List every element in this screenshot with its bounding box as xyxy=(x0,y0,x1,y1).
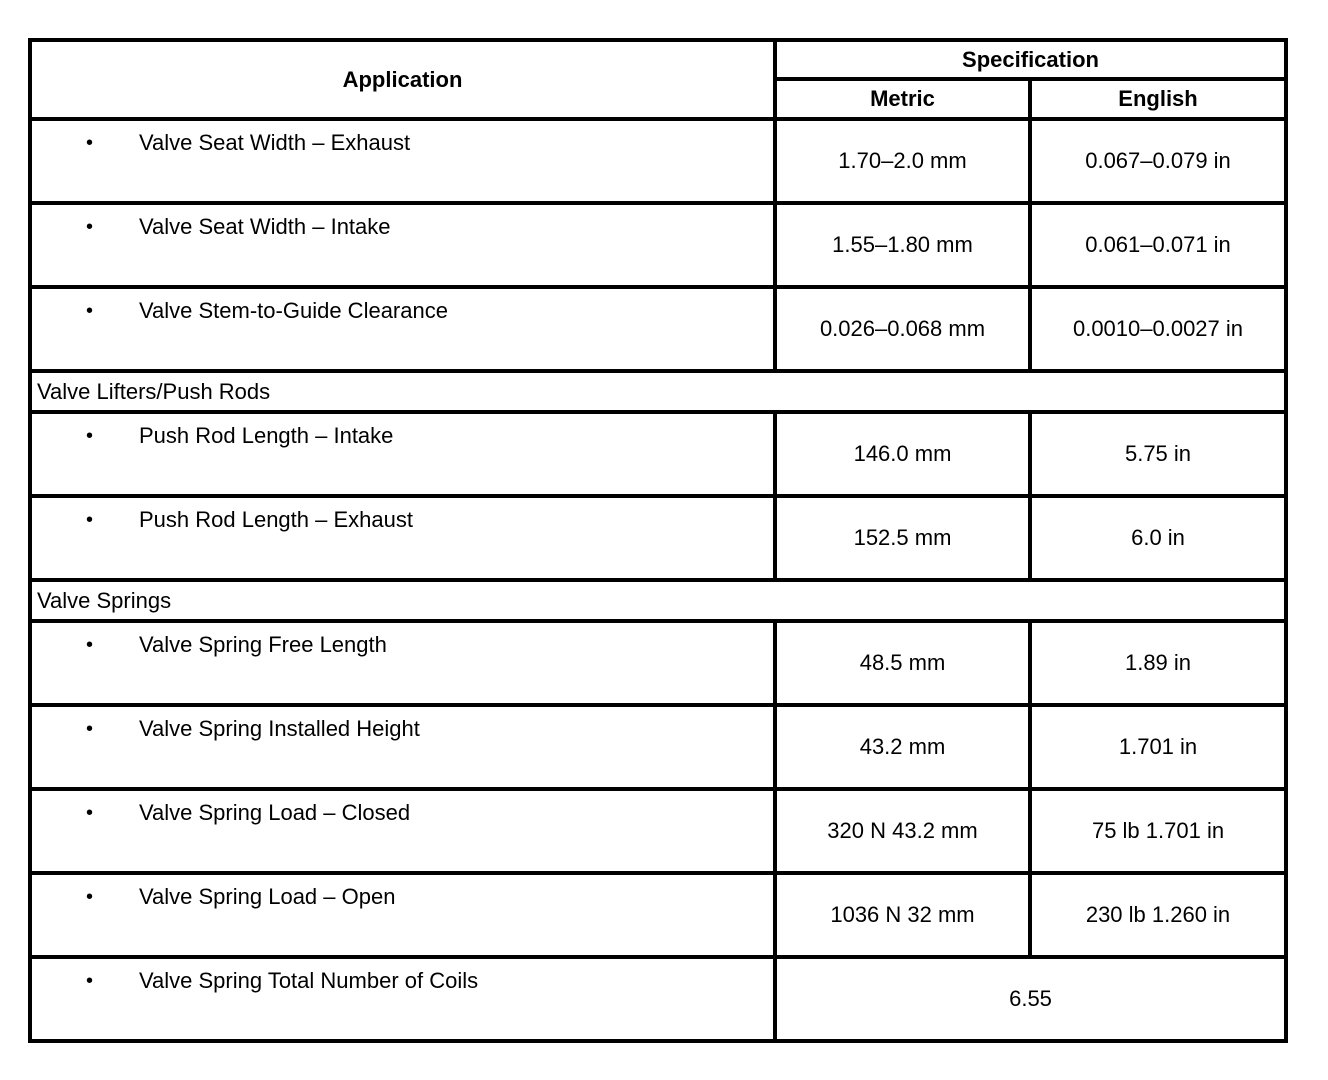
application-line xyxy=(32,289,773,324)
bullet-icon: • xyxy=(86,132,94,154)
application-cell xyxy=(30,412,775,496)
table-row xyxy=(30,412,1286,496)
header-metric: Metric xyxy=(775,79,1030,119)
bullet-icon: • xyxy=(86,802,94,824)
application-line xyxy=(32,623,773,658)
english-value: 1.89 in xyxy=(1030,621,1286,705)
bullet-icon: • xyxy=(86,509,94,531)
section-heading: Valve Springs xyxy=(30,580,1286,621)
english-value: 0.061–0.071 in xyxy=(1030,203,1286,287)
application-line xyxy=(32,498,773,533)
bullet-icon: • xyxy=(86,300,94,322)
english-value: 230 lb 1.260 in xyxy=(1030,873,1286,957)
metric-value: 1.70–2.0 mm xyxy=(775,119,1030,203)
metric-value: 146.0 mm xyxy=(775,412,1030,496)
application-label: Valve Spring Free Length xyxy=(139,632,387,657)
application-label: Valve Stem-to-Guide Clearance xyxy=(139,298,448,323)
metric-value: 1.55–1.80 mm xyxy=(775,203,1030,287)
table-row xyxy=(30,119,1286,203)
table-row xyxy=(30,287,1286,371)
english-value: 0.0010–0.0027 in xyxy=(1030,287,1286,371)
header-specification: Specification xyxy=(775,40,1286,79)
bullet-icon: • xyxy=(86,718,94,740)
application-line xyxy=(32,791,773,826)
table-row xyxy=(30,789,1286,873)
english-value: 1.701 in xyxy=(1030,705,1286,789)
application-cell xyxy=(30,705,775,789)
application-line xyxy=(32,205,773,240)
table-row xyxy=(30,957,1286,1041)
metric-value: 43.2 mm xyxy=(775,705,1030,789)
application-line xyxy=(32,707,773,742)
english-value: 0.067–0.079 in xyxy=(1030,119,1286,203)
bullet-icon: • xyxy=(86,216,94,238)
application-line xyxy=(32,959,773,994)
application-cell xyxy=(30,119,775,203)
english-value: 5.75 in xyxy=(1030,412,1286,496)
bullet-icon: • xyxy=(86,425,94,447)
english-value: 75 lb 1.701 in xyxy=(1030,789,1286,873)
header-english: English xyxy=(1030,79,1286,119)
application-label: Push Rod Length – Exhaust xyxy=(139,507,413,532)
application-cell xyxy=(30,873,775,957)
combined-value: 6.55 xyxy=(775,957,1286,1041)
table-row xyxy=(30,873,1286,957)
application-label: Valve Spring Load – Open xyxy=(139,884,396,909)
metric-value: 320 N 43.2 mm xyxy=(775,789,1030,873)
application-cell xyxy=(30,789,775,873)
table-row xyxy=(30,705,1286,789)
application-label: Valve Spring Total Number of Coils xyxy=(139,968,479,993)
application-cell xyxy=(30,957,775,1041)
application-cell xyxy=(30,203,775,287)
spec-table xyxy=(28,38,1288,1043)
application-line xyxy=(32,875,773,910)
metric-value: 152.5 mm xyxy=(775,496,1030,580)
application-line xyxy=(32,414,773,449)
table-row xyxy=(30,621,1286,705)
application-label: Valve Seat Width – Exhaust xyxy=(139,130,411,155)
bullet-icon: • xyxy=(86,886,94,908)
spec-table-body xyxy=(30,40,1286,1041)
application-label: Push Rod Length – Intake xyxy=(139,423,394,448)
application-line xyxy=(32,121,773,156)
application-cell xyxy=(30,287,775,371)
section-row xyxy=(30,580,1286,621)
application-cell xyxy=(30,621,775,705)
metric-value: 48.5 mm xyxy=(775,621,1030,705)
application-cell xyxy=(30,496,775,580)
metric-value: 1036 N 32 mm xyxy=(775,873,1030,957)
english-value: 6.0 in xyxy=(1030,496,1286,580)
section-row xyxy=(30,371,1286,412)
bullet-icon: • xyxy=(86,970,94,992)
metric-value: 0.026–0.068 mm xyxy=(775,287,1030,371)
application-label: Valve Spring Installed Height xyxy=(139,716,420,741)
table-row xyxy=(30,203,1286,287)
header-application: Application xyxy=(30,40,775,119)
table-row xyxy=(30,496,1286,580)
header-row-top xyxy=(30,40,1286,79)
bullet-icon: • xyxy=(86,634,94,656)
application-label: Valve Spring Load – Closed xyxy=(139,800,411,825)
application-label: Valve Seat Width – Intake xyxy=(139,214,391,239)
section-heading: Valve Lifters/Push Rods xyxy=(30,371,1286,412)
